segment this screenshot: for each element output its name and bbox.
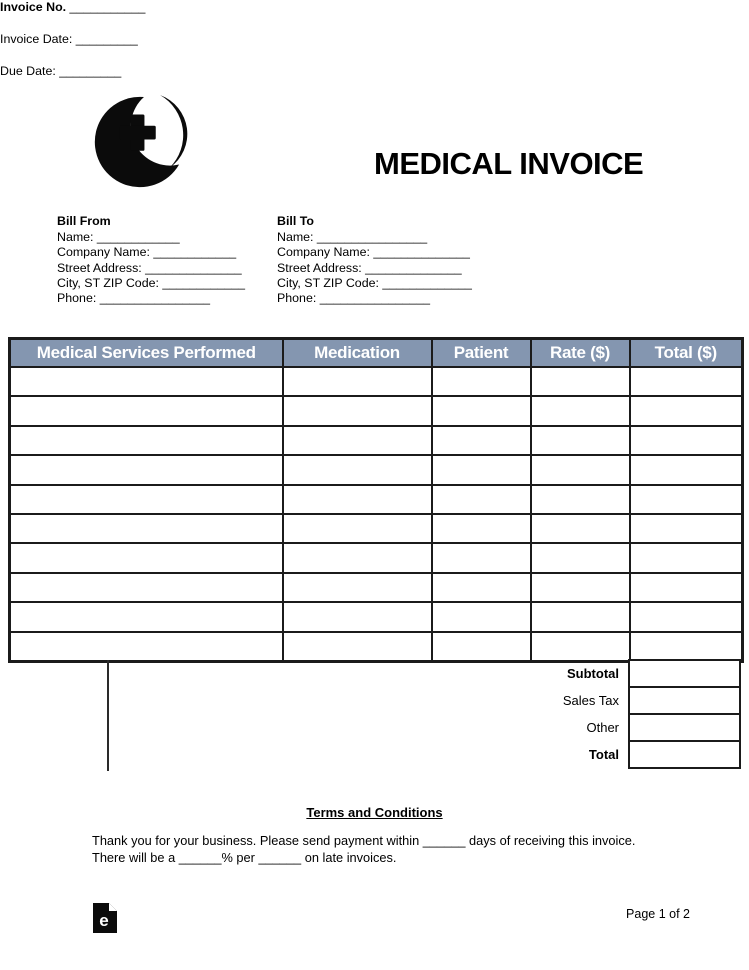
- due-date-line: [0, 64, 749, 79]
- bill-from-company-line: Company Name: ____________: [57, 245, 237, 260]
- table-row: [10, 632, 743, 662]
- table-row: [10, 514, 743, 543]
- services-table-header: [10, 339, 743, 368]
- table-cell: [432, 573, 531, 602]
- table-cell: [283, 602, 432, 631]
- table-cell: [630, 455, 743, 484]
- table-cell: [283, 367, 432, 396]
- table-cell: [283, 514, 432, 543]
- table-cell: [283, 632, 432, 662]
- subtotal-row: [8, 659, 741, 688]
- due-date-label: Due Date:: [0, 64, 56, 78]
- subtotal-value-box: [628, 659, 741, 688]
- table-cell: [630, 396, 743, 425]
- table-cell: [531, 602, 630, 631]
- table-cell: [531, 543, 630, 572]
- sales-tax-row: [8, 686, 741, 715]
- table-cell: [283, 485, 432, 514]
- table-cell: [531, 396, 630, 425]
- table-cell: [432, 543, 531, 572]
- table-cell: [283, 396, 432, 425]
- bill-to-company-line: Company Name: ______________: [277, 245, 470, 260]
- table-cell: [10, 367, 283, 396]
- table-cell: [432, 514, 531, 543]
- bill-to-street-line: Street Address: ______________: [277, 260, 462, 275]
- bill-to-heading: Bill To: [277, 214, 314, 228]
- table-cell: [283, 573, 432, 602]
- invoice-date-blank: _________: [72, 32, 138, 46]
- col-header-services: Medical Services Performed: [10, 339, 283, 368]
- other-row: [8, 713, 741, 742]
- total-value-box: [628, 740, 741, 769]
- table-cell: [531, 485, 630, 514]
- other-label: Other: [586, 720, 619, 735]
- invoice-date-label: Invoice Date:: [0, 32, 73, 46]
- invoice-info-section: [0, 0, 749, 79]
- other-value-box: [628, 713, 741, 742]
- table-cell: [531, 426, 630, 455]
- sales-tax-label: Sales Tax: [562, 693, 619, 708]
- col-header-medication: Medication: [283, 339, 432, 368]
- table-cell: [630, 602, 743, 631]
- table-cell: [283, 543, 432, 572]
- table-cell: [10, 426, 283, 455]
- table-row: [10, 455, 743, 484]
- bill-from-city-line: City, ST ZIP Code: ____________: [57, 275, 246, 290]
- total-label: Total: [588, 747, 619, 762]
- table-cell: [432, 485, 531, 514]
- table-cell: [432, 367, 531, 396]
- table-cell: [10, 455, 283, 484]
- table-cell: [283, 426, 432, 455]
- bill-to-city-line: City, ST ZIP Code: _____________: [277, 275, 472, 290]
- eforms-document-icon: [93, 903, 117, 933]
- table-cell: [630, 485, 743, 514]
- bill-from-phone-line: Phone: ________________: [57, 291, 210, 306]
- table-cell: [283, 455, 432, 484]
- table-cell: [432, 396, 531, 425]
- bill-from-heading: Bill From: [57, 214, 111, 228]
- table-cell: [10, 632, 283, 662]
- table-cell: [10, 514, 283, 543]
- table-row: [10, 543, 743, 572]
- table-cell: [10, 543, 283, 572]
- total-row: [8, 740, 741, 769]
- table-cell: [531, 632, 630, 662]
- table-cell: [10, 485, 283, 514]
- table-cell: [432, 455, 531, 484]
- table-row: [10, 485, 743, 514]
- page-number: Page 1 of 2: [626, 907, 690, 921]
- document-title: MEDICAL INVOICE: [374, 146, 644, 181]
- services-table: [8, 337, 744, 663]
- table-cell: [432, 426, 531, 455]
- bill-to-name-line: Name: ________________: [277, 230, 428, 245]
- bill-from-name-line: Name: ____________: [57, 230, 180, 245]
- table-cell: [531, 573, 630, 602]
- table-row: [10, 573, 743, 602]
- invoice-number-label: Invoice No.: [0, 0, 67, 14]
- services-table-body: [10, 367, 743, 661]
- subtotal-label: Subtotal: [567, 666, 619, 681]
- table-cell: [10, 602, 283, 631]
- invoice-number-blank: ___________: [66, 0, 146, 14]
- bill-to-section: [277, 214, 472, 306]
- table-row: [10, 602, 743, 631]
- medical-cross-crescent-logo-icon: [88, 86, 196, 194]
- terms-body: Thank you for your business. Please send payment within ______ days of receiving this invoice. There will be a ______% per ______ on late invoices.: [92, 833, 636, 865]
- totals-section: [8, 659, 741, 769]
- table-cell: [10, 396, 283, 425]
- table-row: [10, 367, 743, 396]
- table-row: [10, 396, 743, 425]
- table-cell: [630, 543, 743, 572]
- svg-text:e: e: [99, 911, 109, 930]
- table-cell: [630, 426, 743, 455]
- table-row: [10, 426, 743, 455]
- col-header-total: Total ($): [630, 339, 743, 368]
- bill-from-street-line: Street Address: ______________: [57, 260, 242, 275]
- bill-to-phone-line: Phone: ________________: [277, 291, 430, 306]
- invoice-number-line: [0, 0, 749, 15]
- table-cell: [432, 632, 531, 662]
- table-cell: [10, 573, 283, 602]
- table-cell: [630, 632, 743, 662]
- due-date-blank: _________: [55, 64, 122, 78]
- table-cell: [630, 573, 743, 602]
- sales-tax-value-box: [628, 686, 741, 715]
- terms-heading: Terms and Conditions: [306, 805, 443, 820]
- invoice-date-line: [0, 32, 749, 47]
- bill-from-section: [57, 214, 245, 306]
- table-cell: [432, 602, 531, 631]
- table-cell: [531, 514, 630, 543]
- table-cell: [531, 455, 630, 484]
- table-cell: [630, 367, 743, 396]
- table-cell: [531, 367, 630, 396]
- col-header-rate: Rate ($): [531, 339, 630, 368]
- table-cell: [630, 514, 743, 543]
- col-header-patient: Patient: [432, 339, 531, 368]
